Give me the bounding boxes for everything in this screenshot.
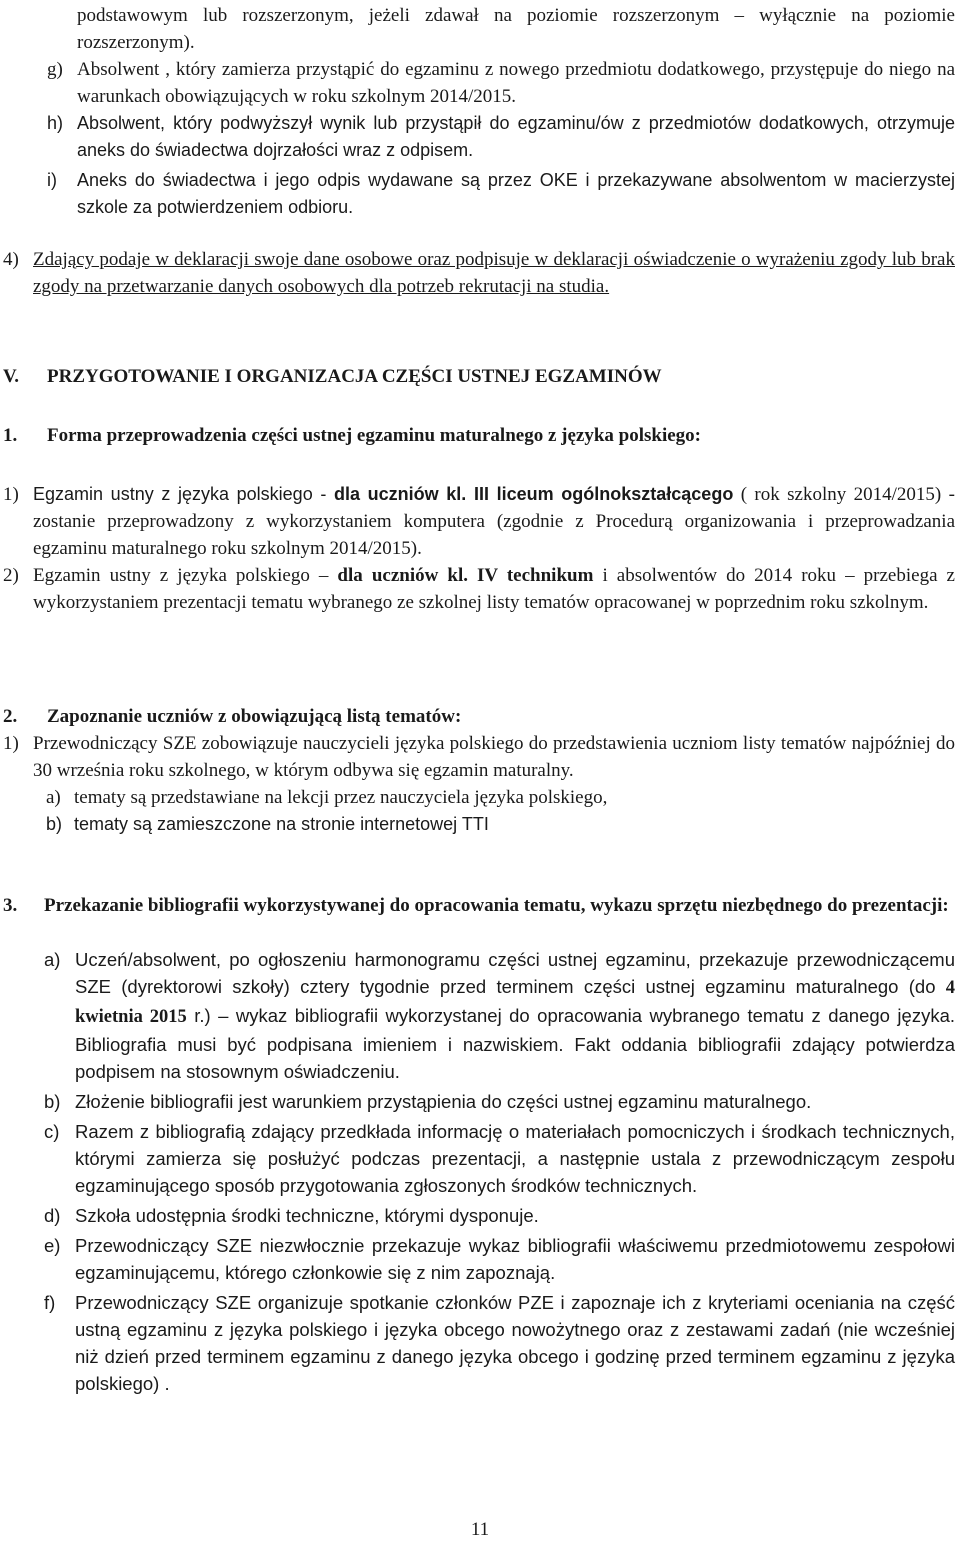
item-text — [33, 562, 955, 616]
subsection-3-heading — [3, 892, 955, 919]
item-text-bold: 4 kwietnia 2015 — [75, 978, 955, 1027]
list-item-b — [3, 811, 955, 838]
section-number: V. — [3, 366, 20, 387]
subsection-number: 2. — [3, 706, 18, 727]
item-text-a: Egzamin ustny z języka polskiego - — [33, 484, 334, 504]
item-text: Absolwent , który zamierza przystąpić do egzaminu z nowego przedmiotu dodatkowego, przystępuje do niego na warunkach obowiązujących w roku szkolnym 2014/2015. — [77, 59, 955, 107]
item-text-c: i absolwentów do 2014 roku – przebiega z wykorzystaniem prezentacji tematu wybranego ze szkolnej listy tematów opracowanej w poprzednim roku szkolnym. — [33, 565, 955, 613]
subsection-2-list — [3, 730, 955, 838]
item-label: b) — [44, 1091, 61, 1112]
subsection-title: Przekazanie bibliografii wykorzystywanej do opracowania tematu, wykazu sprzętu niezbędnego do prezentacji: — [44, 895, 949, 916]
subsection-title: Forma przeprowadzenia części ustnej egzaminu maturalnego z języka polskiego: — [47, 425, 701, 446]
list-item-c — [44, 1118, 955, 1199]
subsection-number: 3. — [3, 895, 18, 916]
subsection-3-list — [44, 946, 955, 1397]
page-number: 11 — [470, 1519, 490, 1540]
item-text: Przewodniczący SZE organizuje spotkanie członków PZE i zapoznaje ich z kryteriami oceniania na część ustną egzaminu z języka polskiego i języka obcego nowożytnego oraz z zestawami zadań (nie wcześniej niż dzień przed terminem egzaminu z danego języka obcego i godzinę przed terminem egzaminu z języka polskiego) . — [75, 1292, 955, 1394]
item-text: Przewodniczący SZE zobowiązuje nauczycieli języka polskiego do przedstawienia uczniom listy tematów najpóźniej do 30 września roku szkolnego, w którym odbywa się egzamin maturalny. — [33, 733, 955, 781]
list-item-h — [47, 110, 955, 164]
item-label: b) — [46, 814, 63, 834]
item-text: tematy są przedstawiane na lekcji przez nauczyciela języka polskiego, — [74, 787, 608, 808]
item-label: c) — [44, 1121, 60, 1142]
list-item-a — [44, 946, 955, 1085]
list-item-g — [47, 56, 955, 110]
section-heading — [3, 363, 955, 390]
item-text: Złożenie bibliografii jest warunkiem przystąpienia do części ustnej egzaminu maturalnego. — [75, 1091, 812, 1112]
item-text: Zdający podaje w deklaracji swoje dane osobowe oraz podpisuje w deklaracji oświadczenie o wyrażeniu zgody lub brak zgody na przetwarzanie danych osobowych dla potrzeb rekrutacji na studia. — [33, 249, 955, 297]
list-item-b — [44, 1088, 955, 1115]
top-list — [47, 2, 955, 110]
subsection-1-heading — [3, 422, 955, 449]
item-text: Przewodniczący SZE niezwłocznie przekazuje wykaz bibliografii właściwemu przedmiotowemu zespołowi egzaminującemu, którego członkowie się z nim zapoznają. — [75, 1235, 955, 1283]
item-text-a: Egzamin ustny z języka polskiego – — [33, 565, 338, 586]
item-label: 1) — [3, 484, 19, 505]
item-label: h) — [47, 113, 64, 133]
item-label: e) — [44, 1235, 61, 1256]
subsection-1-list — [3, 481, 955, 616]
list-item-i — [47, 167, 955, 221]
item-label: d) — [44, 1205, 61, 1226]
item-text-bold: dla uczniów kl. IV technikum — [337, 565, 594, 586]
item-text-c: r.) – wykaz bibliografii wykorzystanej do opracowania wybranego tematu z danego języka. Bibliografia musi być podpisana imieniem i nazwiskiem. Fakt oddania bibliografii zdający potwierdza podpisem na stosownym oświadczeniu. — [75, 1005, 955, 1082]
item-text: tematy są zamieszczone na stronie internetowej TTI — [74, 814, 489, 834]
list-item-1 — [3, 730, 955, 784]
list-item-1 — [3, 481, 955, 562]
item-text: Aneks do świadectwa i jego odpis wydawane są przez OKE i przekazywane absolwentom w macierzystej szkole za potwierdzeniem odbioru. — [77, 170, 955, 217]
list-item-e — [44, 1232, 955, 1286]
item-text: Razem z bibliografią zdający przedkłada informację o materiałach pomocniczych i środkach technicznych, którymi zamierza się posłużyć podczas prezentacji, a następnie ustala z przewodniczącym zespołu egzaminującego sposób przygotowania zgłoszonych środków technicznych. — [75, 1121, 955, 1196]
subsection-2-heading — [3, 703, 955, 730]
item-label: a) — [44, 949, 61, 970]
item-label: 4) — [3, 249, 19, 270]
continued-paragraph: podstawowym lub rozszerzonym, jeżeli zdawał na poziomie rozszerzonym – wyłącznie na poziomie rozszerzonym). — [77, 5, 955, 53]
item-label: i) — [47, 170, 57, 190]
list-item-a — [3, 784, 955, 811]
point-4-row — [3, 246, 955, 300]
item-text-a: Uczeń/absolwent, po ogłoszeniu harmonogramu części ustnej egzaminu, przekazuje przewodniczącemu SZE (dyrektorowi szkoły) cztery tygodnie przed terminem części ustnej egzaminu maturalnego (do — [75, 949, 955, 997]
subsection-title: Zapoznanie uczniów z obowiązującą listą tematów: — [47, 706, 462, 727]
item-label: a) — [46, 787, 61, 808]
top-list-sans — [47, 110, 955, 221]
item-text-c: ( rok szkolny 2014/2015) - zostanie przeprowadzony z wykorzystaniem komputera (zgodnie z Procedurą organizowania i przeprowadzania egzaminu maturalnego roku szkolnym 2014/2015). — [33, 484, 955, 559]
point-4 — [3, 246, 955, 300]
item-label: f) — [44, 1292, 56, 1313]
list-item-f — [44, 1289, 955, 1397]
item-text — [33, 481, 955, 562]
item-text: Szkoła udostępnia środki techniczne, którymi dysponuje. — [75, 1205, 539, 1226]
item-label: g) — [47, 59, 63, 80]
item-label: 1) — [3, 733, 19, 754]
item-text: Absolwent, który podwyższył wynik lub przystąpił do egzaminu/ów z przedmiotów dodatkowych, otrzymuje aneks do świadectwa dojrzałości wraz z odpisem. — [77, 113, 955, 160]
subsection-3-heading-row — [3, 892, 955, 919]
item-label: 2) — [3, 565, 19, 586]
item-text-bold: dla uczniów kl. III liceum ogólnokształcącego — [334, 484, 734, 504]
list-item-2 — [3, 562, 955, 616]
item-text — [75, 946, 955, 1085]
subsection-number: 1. — [3, 425, 18, 446]
section-title: PRZYGOTOWANIE I ORGANIZACJA CZĘŚCI USTNEJ EGZAMINÓW — [47, 366, 662, 387]
list-item-d — [44, 1202, 955, 1229]
